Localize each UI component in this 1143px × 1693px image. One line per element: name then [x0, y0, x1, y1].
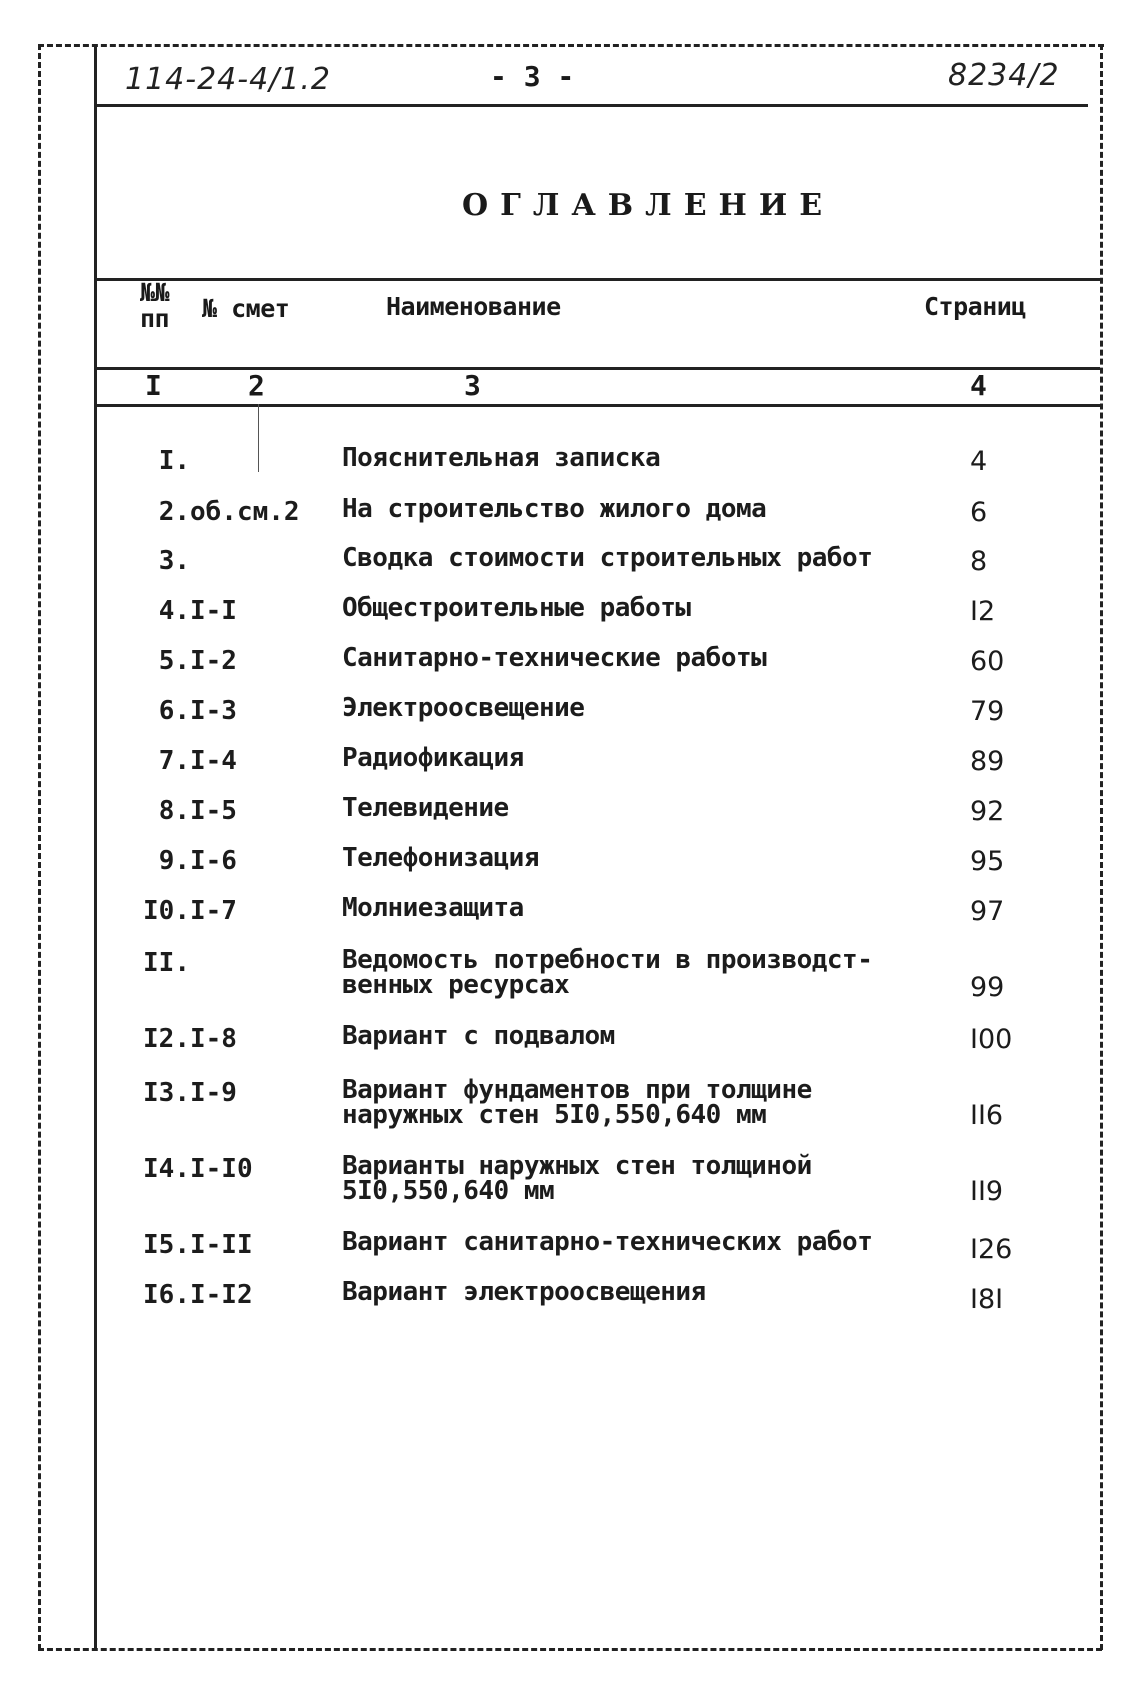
row-name: Телефонизация: [342, 843, 539, 873]
row-name: Вариант с подвалом: [342, 1021, 615, 1051]
row-name: На строительство жилого дома: [342, 494, 767, 524]
binding-margin-line: [94, 44, 97, 1650]
row-page: I2: [970, 596, 996, 627]
row-estimate: I-8: [190, 1024, 237, 1054]
row-page: I8I: [970, 1284, 1004, 1315]
row-page: I26: [970, 1234, 1013, 1265]
row-name: Вариант фундаментов при толщине наружных стен 5I0,550,640 мм: [342, 1075, 812, 1130]
row-page: 92: [970, 796, 1005, 827]
row-number: 9.: [158, 846, 190, 876]
row-name: Молниезащита: [342, 893, 524, 923]
row-estimate: I-6: [190, 846, 237, 876]
row-page: 6: [970, 497, 988, 528]
row-page: 4: [970, 446, 988, 477]
row-name: Вариант электроосвещения: [342, 1277, 706, 1307]
row-number: I2.: [143, 1024, 190, 1054]
column-numbers-top-rule: [94, 367, 1100, 370]
sheet-number: 8234/2: [948, 58, 1060, 93]
row-number: I5.: [143, 1230, 190, 1260]
row-page: 79: [970, 696, 1005, 727]
row-number: 7.: [158, 746, 190, 776]
row-number: 6.: [158, 696, 190, 726]
row-estimate: I-9: [190, 1078, 237, 1108]
table-top-rule: [94, 278, 1100, 281]
header-smet: № смет: [202, 294, 290, 323]
row-number: I.: [158, 446, 190, 476]
row-estimate: I-II: [190, 1230, 253, 1260]
row-estimate: I-7: [190, 896, 237, 926]
row-number: II.: [143, 948, 190, 978]
row-number: 3.: [158, 546, 190, 576]
document-code: 114-24-4/1.2: [125, 62, 331, 97]
row-name: Общестроительные работы: [342, 593, 691, 623]
column-number-2: 2: [248, 369, 265, 402]
row-name: Пояснительная записка: [342, 443, 661, 473]
column-number-3: 3: [464, 369, 481, 402]
row-number: I0.: [143, 896, 190, 926]
page-number: - 3 -: [490, 60, 575, 93]
row-estimate: I-I0: [190, 1154, 253, 1184]
row-page: 99: [970, 972, 1005, 1003]
row-page: 8: [970, 546, 988, 577]
row-estimate: I-5: [190, 796, 237, 826]
page-title: ОГЛАВЛЕНИЕ: [462, 188, 835, 223]
row-name: Телевидение: [342, 793, 509, 823]
row-name: Варианты наружных стен толщиной 5I0,550,640 мм: [342, 1151, 812, 1206]
row-estimate: I-I2: [190, 1280, 253, 1310]
row-estimate: I-I: [190, 596, 237, 626]
row-number: I4.: [143, 1154, 190, 1184]
column-number-4: 4: [970, 369, 987, 402]
row-estimate: об.см.2: [190, 497, 300, 527]
row-name: Санитарно-технические работы: [342, 643, 767, 673]
row-number: I6.: [143, 1280, 190, 1310]
row-number: 5.: [158, 646, 190, 676]
row-page: I00: [970, 1024, 1013, 1055]
row-page: 95: [970, 846, 1005, 877]
row-estimate: I-3: [190, 696, 237, 726]
frame-bottom-border: [38, 1648, 1102, 1651]
row-number: I3.: [143, 1078, 190, 1108]
row-number: 2.: [158, 497, 190, 527]
row-number: 4.: [158, 596, 190, 626]
row-page: II9: [970, 1176, 1004, 1207]
row-name: Ведомость потребности в производст-венных ресурсах: [342, 945, 873, 1000]
row-estimate: I-4: [190, 746, 237, 776]
header-pp: №№ пп: [140, 278, 170, 333]
row-page: 60: [970, 646, 1005, 677]
row-page: 97: [970, 896, 1005, 927]
row-name: Вариант санитарно-технических работ: [342, 1227, 873, 1257]
header-name: Наименование: [386, 292, 561, 321]
column-separator: [258, 404, 259, 472]
row-name: Радиофикация: [342, 743, 524, 773]
header-pages: Страниц: [924, 292, 1026, 321]
column-number-1: I: [145, 369, 162, 402]
frame-top-border: [38, 44, 1104, 47]
row-name: Электроосвещение: [342, 693, 585, 723]
frame-left-border: [38, 44, 41, 1650]
row-page: 89: [970, 746, 1005, 777]
frame-right-border: [1100, 44, 1103, 1650]
row-page: II6: [970, 1100, 1004, 1131]
row-estimate: I-2: [190, 646, 237, 676]
column-numbers-bottom-rule: [94, 404, 1100, 407]
header-rule: [94, 104, 1088, 107]
row-number: 8.: [158, 796, 190, 826]
row-name: Сводка стоимости строительных работ: [342, 543, 873, 573]
